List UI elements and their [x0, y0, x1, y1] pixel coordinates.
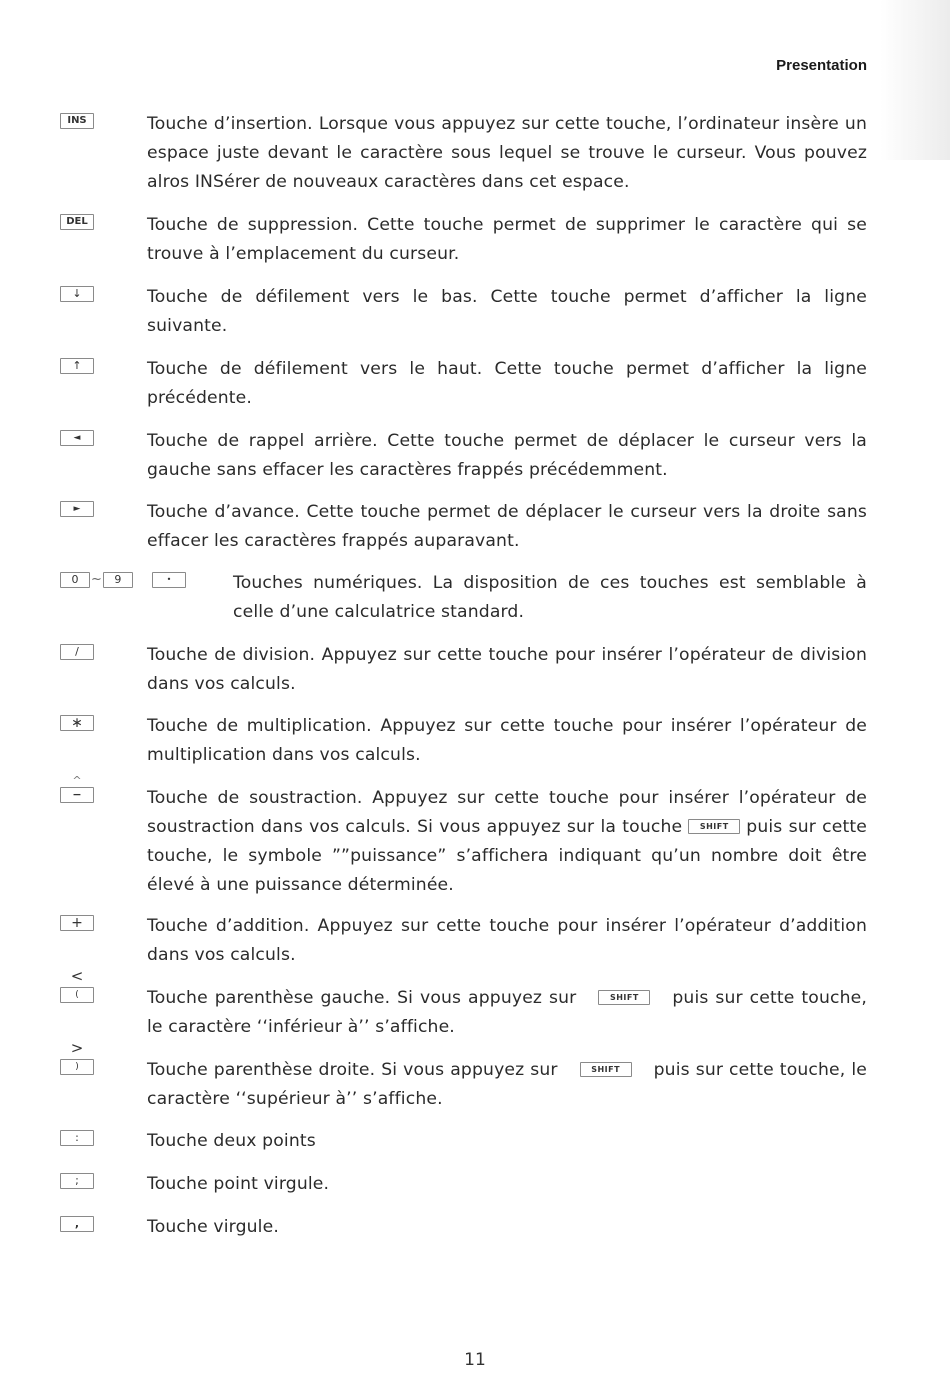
less-than-symbol: <: [70, 967, 84, 985]
entry-description: Touche point virgule.: [147, 1174, 330, 1194]
entry-description: [147, 984, 867, 1042]
text-before: Touche de soustraction. Appuyez sur cette touche pour insérer l’opérateur de soustraction dans vos calculs. Si vous appuyez sur la touche: [147, 788, 867, 837]
entry-description: Touches numériques. La disposition de ces touches est semblable à celle d’une calculatrice standard.: [233, 573, 867, 622]
entry-description: Touche d’avance. Cette touche permet de déplacer le curseur vers la droite sans effacer les caractères frappés auparavant.: [147, 502, 867, 551]
subtraction-key: −: [60, 787, 94, 803]
page-edge-shadow: [880, 0, 950, 160]
left-parenthesis-key: (: [60, 987, 94, 1003]
range-separator: ~: [91, 572, 102, 587]
division-key: /: [60, 644, 94, 660]
text-after: puis sur cette touche, le caractère ‘‘supérieur à’’ s’affiche.: [147, 1060, 867, 1109]
text-after: puis sur cette touche, le symbole ””puissance” s’affichera indiquant qu’un nombre doit être élevé à une puissance déterminée.: [147, 817, 867, 895]
section-title: Presentation: [776, 57, 867, 74]
colon-key: :: [60, 1130, 94, 1146]
key-9: 9: [103, 572, 133, 588]
addition-key: +: [60, 915, 94, 931]
multiplication-key: ∗: [60, 715, 94, 731]
entry-description: Touche deux points: [147, 1131, 316, 1151]
arrow-down-icon: ↓: [60, 286, 94, 302]
entry-description: Touche de division. Appuyez sur cette touche pour insérer l’opérateur de division dans vos calculs.: [147, 645, 867, 694]
power-symbol: ^: [72, 774, 82, 787]
text-before: Touche parenthèse gauche. Si vous appuyez sur: [147, 988, 577, 1008]
arrow-up-icon: ↑: [60, 358, 94, 374]
del-key: DEL: [60, 214, 94, 230]
text-after: puis sur cette touche, le caractère ‘‘inférieur à’’ s’affiche.: [147, 988, 867, 1037]
entry-description: Touche de défilement vers le haut. Cette touche permet d’afficher la ligne précédente.: [147, 359, 867, 408]
decimal-point-key: •: [152, 572, 186, 588]
greater-than-symbol: >: [70, 1039, 84, 1057]
entry-description: Touche de défilement vers le bas. Cette touche permet d’afficher la ligne suivante.: [147, 287, 867, 336]
entry-description: Touche d’insertion. Lorsque vous appuyez sur cette touche, l’ordinateur insère un espace juste devant le caractère sous lequel se trouve le curseur. Vous pouvez alros INSérer de nouveaux caractères dans cet espace.: [147, 114, 867, 192]
entry-description: Touche virgule.: [147, 1217, 279, 1237]
shift-key: SHIFT: [598, 990, 650, 1005]
entry-description: Touche de suppression. Cette touche permet de supprimer le caractère qui se trouve à l’emplacement du curseur.: [147, 215, 867, 264]
arrow-right-icon: ►: [60, 501, 94, 517]
entry-description: Touche de rappel arrière. Cette touche permet de déplacer le curseur vers la gauche sans effacer les caractères frappés précédemment.: [147, 431, 867, 480]
arrow-left-icon: ◄: [60, 430, 94, 446]
entry-description: Touche d’addition. Appuyez sur cette touche pour insérer l’opérateur d’addition dans vos calculs.: [147, 916, 867, 965]
shift-key: SHIFT: [580, 1062, 632, 1077]
comma-key: ,: [60, 1216, 94, 1232]
page-number: 11: [464, 1350, 486, 1370]
right-parenthesis-key: ): [60, 1059, 94, 1075]
ins-key: INS: [60, 113, 94, 129]
entry-description: [147, 1056, 867, 1114]
shift-key: SHIFT: [688, 819, 740, 834]
text-before: Touche parenthèse droite. Si vous appuyez sur: [147, 1060, 558, 1080]
entry-description: Touche de multiplication. Appuyez sur cette touche pour insérer l’opérateur de multiplication dans vos calculs.: [147, 716, 867, 765]
entry-description: [147, 784, 867, 900]
semicolon-key: ;: [60, 1173, 94, 1189]
key-0: 0: [60, 572, 90, 588]
